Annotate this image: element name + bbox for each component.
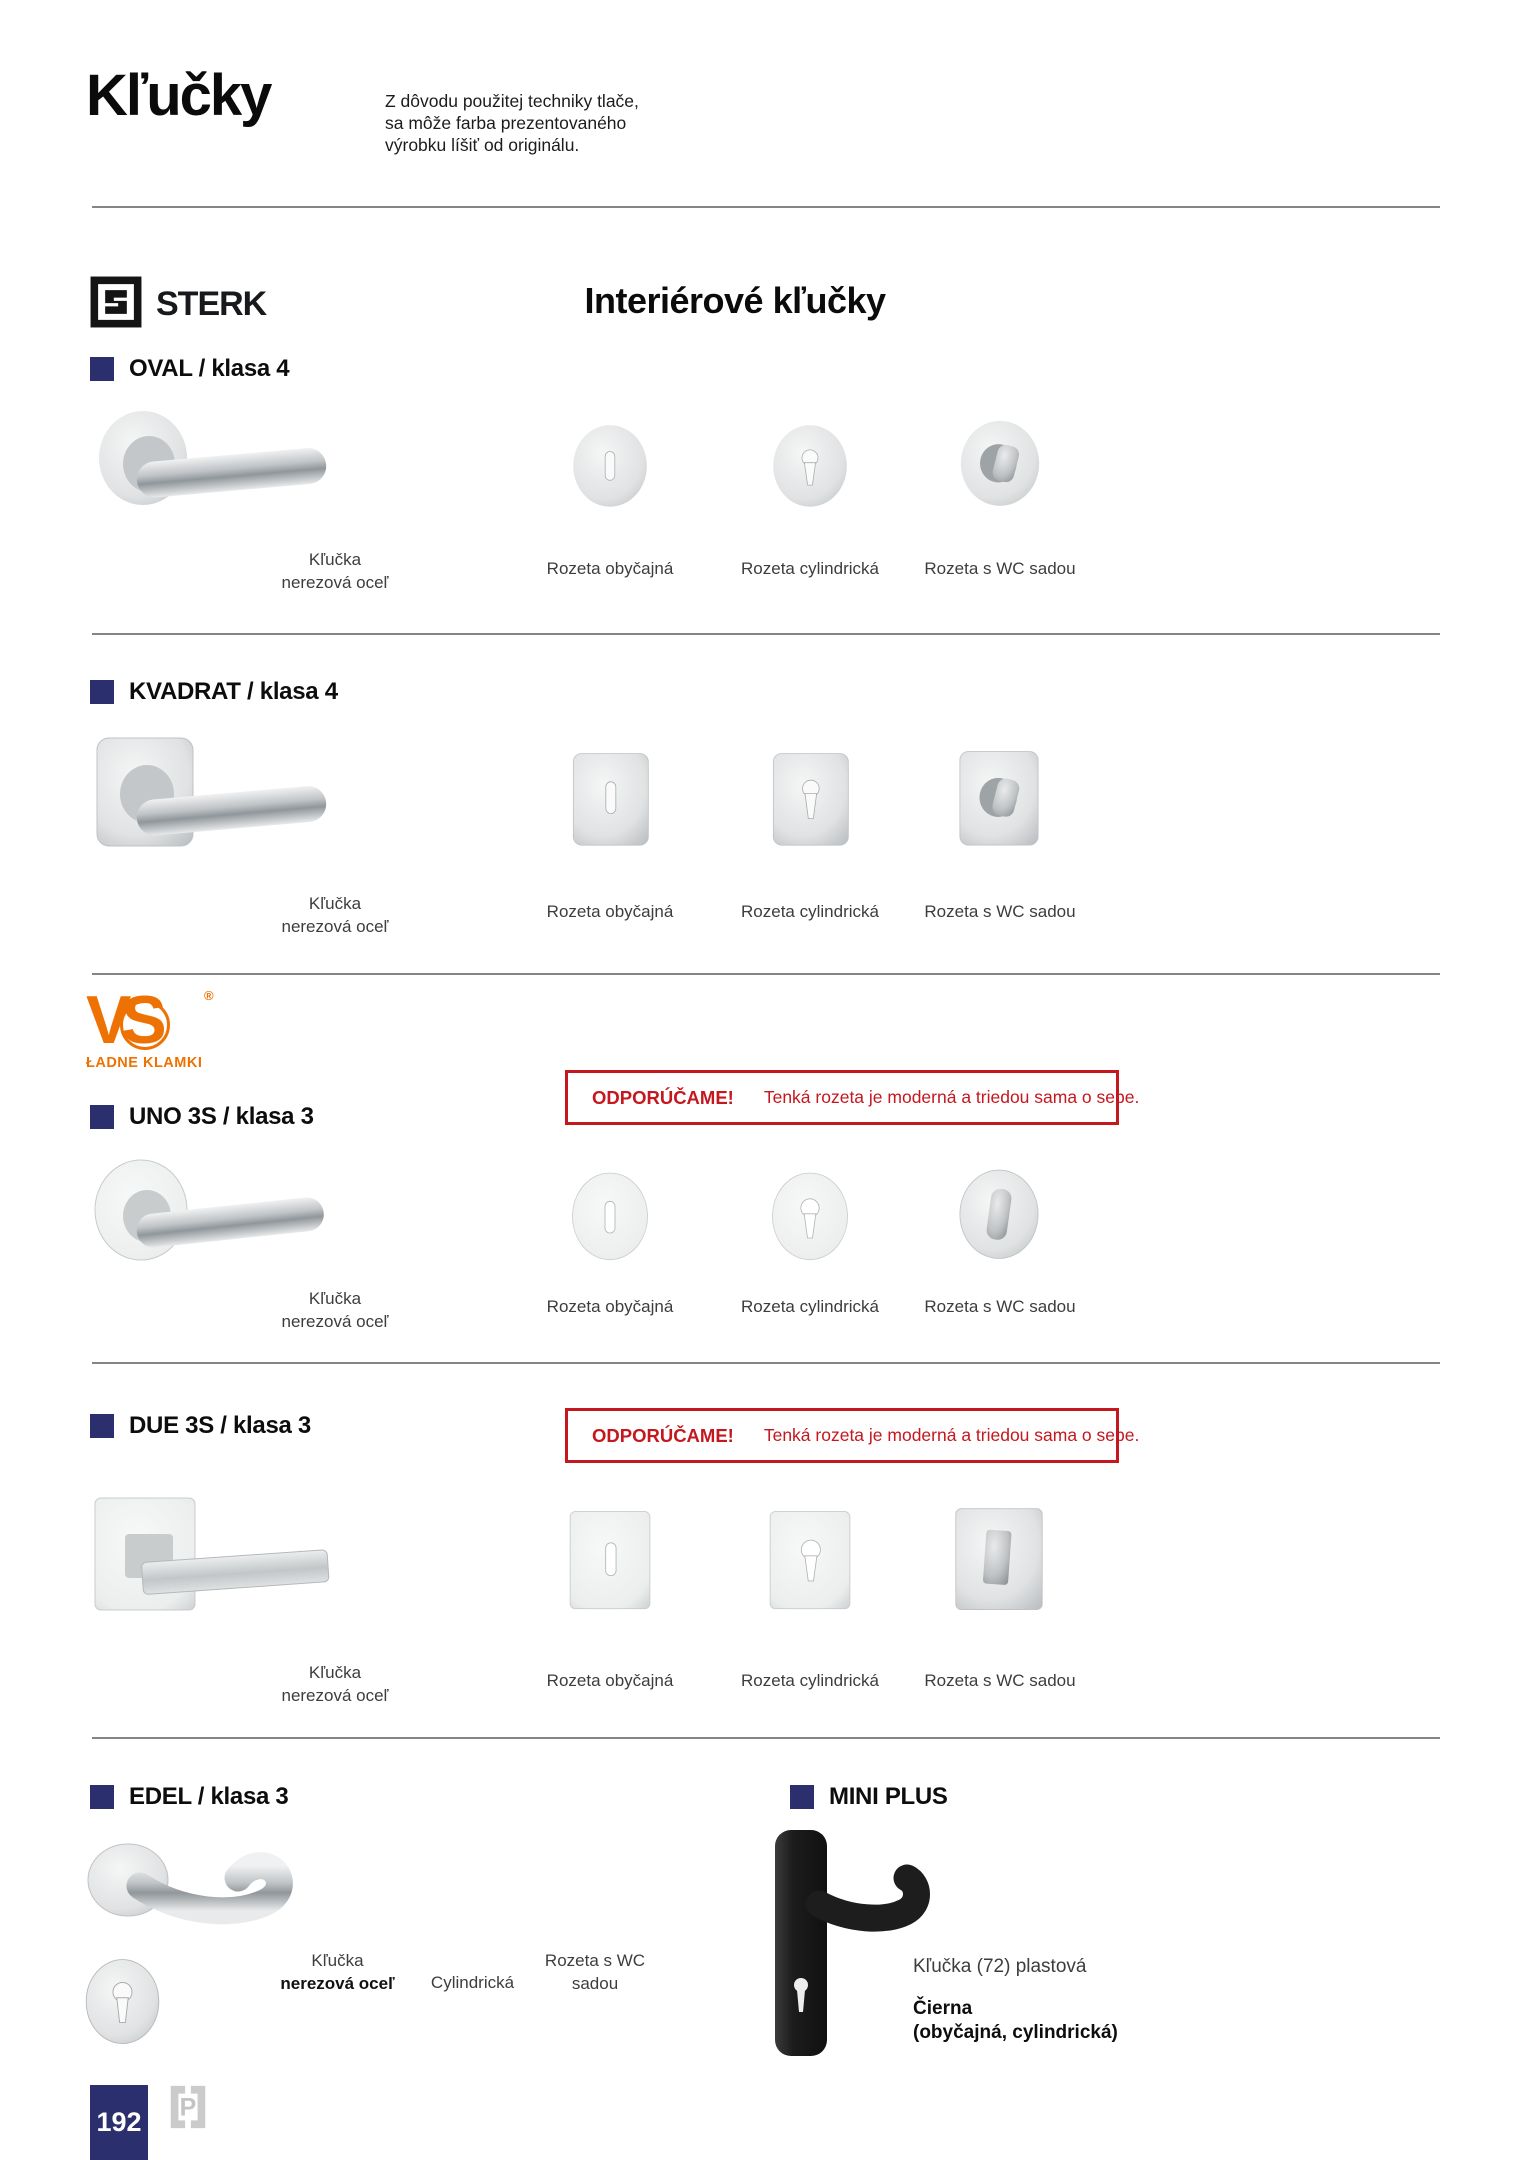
caption-rosette-plain: Rozeta obyčajná xyxy=(546,902,674,921)
caption-rosette-wc: Rozeta s WC sadou xyxy=(924,559,1076,578)
section-header-edel: EDEL / klasa 3 xyxy=(90,1783,288,1811)
vs-logo: VS ® ŁADNE KLAMKI xyxy=(86,988,246,1088)
divider xyxy=(92,973,1440,975)
recommend-banner: ODPORÚČAME! Tenká rozeta je moderná a triedou sama o sebe. xyxy=(565,1408,1119,1463)
caption-handle: Kľučka nerezová oceľ xyxy=(281,550,389,592)
caption-edel-cylinder: Cylindrická xyxy=(430,1973,515,1992)
section-bullet xyxy=(90,357,114,381)
sterk-logo-icon xyxy=(90,276,142,333)
publisher-logo xyxy=(166,2084,210,2135)
product-image-uno-handle xyxy=(85,1148,335,1298)
product-image-oval-handle xyxy=(85,398,335,543)
divider xyxy=(92,1737,1440,1739)
divider xyxy=(92,1362,1440,1364)
caption-rosette-plain: Rozeta obyčajná xyxy=(546,559,674,578)
product-image-kvadrat-rosette-cylinder xyxy=(760,742,860,865)
product-image-kvadrat-rosette-wc xyxy=(948,740,1050,865)
caption-rosette-cylinder: Rozeta cylindrická xyxy=(741,902,879,921)
sterk-logo-text: STERK xyxy=(156,285,267,323)
section-header-uno: UNO 3S / klasa 3 xyxy=(90,1103,314,1131)
product-image-uno-rosette-wc xyxy=(948,1158,1050,1279)
page-number: 192 xyxy=(90,2085,148,2160)
section-header-oval: OVAL / klasa 4 xyxy=(90,355,289,383)
sterk-logo xyxy=(90,276,266,333)
product-image-due-rosette-cylinder xyxy=(758,1500,862,1627)
product-image-due-rosette-plain xyxy=(558,1500,662,1627)
registered-mark: ® xyxy=(204,988,214,1003)
section-header-kvadrat: KVADRAT / klasa 4 xyxy=(90,678,338,706)
caption-rosette-cylinder: Rozeta cylindrická xyxy=(741,559,879,578)
svg-text:P: P xyxy=(179,2093,197,2122)
caption-rosette-wc: Rozeta s WC sadou xyxy=(924,902,1076,921)
caption-edel-wc: Rozeta s WC sadou xyxy=(544,1951,646,1993)
caption-rosette-wc: Rozeta s WC sadou xyxy=(924,1671,1076,1690)
product-image-uno-rosette-cylinder xyxy=(760,1162,860,1279)
product-image-oval-rosette-cylinder xyxy=(762,415,858,525)
caption-miniplus: Kľučka (72) plastová Čierna (obyčajná, cylindrická) xyxy=(913,1956,1118,2043)
caption-edel-handle: Kľučka nerezová oceľ xyxy=(280,1951,395,1993)
divider xyxy=(92,633,1440,635)
product-image-edel-rosette-cylinder xyxy=(70,1948,175,2063)
caption-handle: Kľučka nerezová oceľ xyxy=(281,894,389,936)
caption-rosette-wc: Rozeta s WC sadou xyxy=(924,1297,1076,1316)
product-image-oval-rosette-plain xyxy=(562,415,658,525)
section-bullet xyxy=(90,1785,114,1809)
recommend-banner: ODPORÚČAME! Tenká rozeta je moderná a triedou sama o sebe. xyxy=(565,1070,1119,1125)
caption-rosette-plain: Rozeta obyčajná xyxy=(546,1297,674,1316)
caption-rosette-cylinder: Rozeta cylindrická xyxy=(741,1671,879,1690)
section-bullet xyxy=(790,1785,814,1809)
product-image-kvadrat-handle xyxy=(85,728,335,893)
caption-rosette-cylinder: Rozeta cylindrická xyxy=(741,1297,879,1316)
caption-handle: Kľučka nerezová oceľ xyxy=(281,1289,389,1331)
section-header-due: DUE 3S / klasa 3 xyxy=(90,1412,311,1440)
vs-logo-tagline: ŁADNE KLAMKI xyxy=(86,1055,203,1071)
section-bullet xyxy=(90,1414,114,1438)
divider xyxy=(92,206,1440,208)
caption-rosette-plain: Rozeta obyčajná xyxy=(546,1671,674,1690)
product-image-due-handle xyxy=(85,1486,335,1656)
product-image-kvadrat-rosette-plain xyxy=(560,742,660,865)
product-image-due-rosette-wc xyxy=(945,1498,1053,1627)
print-disclaimer: Z dôvodu použitej techniky tlače, sa môže farba prezentovaného výrobku líšiť od originálu. xyxy=(385,91,639,155)
page-title: Kľučky xyxy=(86,63,271,128)
section-bullet xyxy=(90,680,114,704)
product-image-oval-rosette-wc xyxy=(950,410,1050,525)
section-header-miniplus: MINI PLUS xyxy=(790,1783,948,1811)
section-heading: Interiérové kľučky xyxy=(584,280,886,321)
section-bullet xyxy=(90,1105,114,1129)
caption-handle: Kľučka nerezová oceľ xyxy=(281,1663,389,1705)
product-image-uno-rosette-plain xyxy=(560,1162,660,1279)
